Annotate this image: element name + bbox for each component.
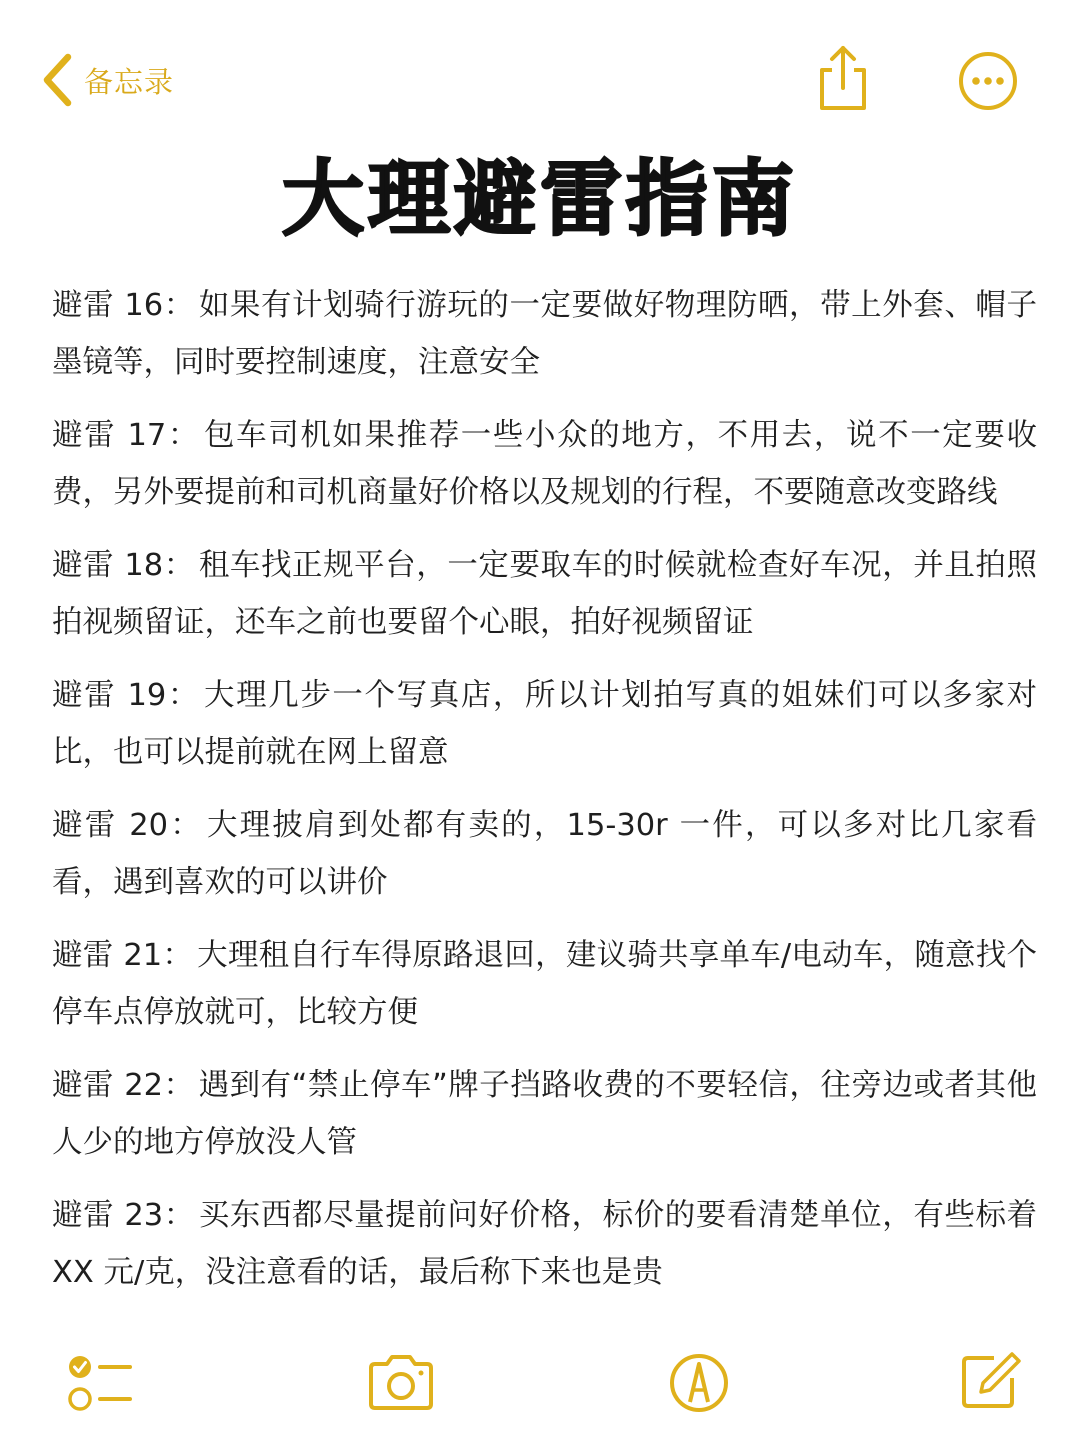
tip-number: 避雷 17：: [52, 418, 201, 453]
tip-item: [52, 407, 1037, 521]
tip-highlight: 大理租自行车得原路退回: [197, 938, 536, 973]
tip-highlight: 租车找正规平台，: [198, 548, 448, 583]
tip-number: 避雷 22：: [52, 1068, 195, 1103]
tip-item: [52, 927, 1037, 1041]
tip-highlight: 遇到有“禁止停车”牌子挡路收费的不要轻信: [198, 1068, 790, 1103]
tip-item: [52, 667, 1037, 781]
tip-item: [52, 277, 1037, 391]
tip-text: 买东西都尽量提前问好价格，: [198, 1198, 603, 1233]
compose-icon: [958, 1350, 1022, 1414]
tip-text: 大理披肩到处都有卖的，15-30r 一件，可以多对比几家看看，: [52, 808, 1038, 900]
tip-highlight: 不要随意改变路线: [753, 475, 998, 510]
tip-text: 包车司机如果推荐一些小众的地方，不用去，说不一定要收费，另外要提前和司机商量好价格以及规划的行程，: [52, 418, 1038, 510]
back-button[interactable]: [40, 50, 174, 110]
checklist-icon: [66, 1350, 136, 1420]
page-title: 大理避雷指南: [281, 152, 798, 247]
tip-item: [52, 1187, 1037, 1301]
tip-number: 避雷 16：: [52, 288, 195, 323]
tip-text: ，往旁边或者其他人少的地方停放没人管: [52, 1068, 1038, 1160]
compose-button[interactable]: [958, 1350, 1022, 1414]
tip-highlight: 要控制速度，注意安全: [235, 345, 540, 380]
bottom-toolbar: [0, 1330, 1080, 1439]
chevron-left-icon: [40, 52, 74, 108]
tip-item: [52, 797, 1037, 911]
back-label: 备忘录: [84, 64, 175, 99]
tip-highlight: 遇到喜欢的可以讲价: [113, 865, 388, 900]
tip-text: 一定要取车的时候就检查好车况，并且拍照拍视频留证，还车之前也要留个心眼，: [52, 548, 1037, 640]
share-icon: [812, 99, 872, 118]
tip-text: 大理几步一个写真店，所以计划拍写真的姐妹们可以多家对比，也可以提前就在网上留意: [52, 678, 1038, 770]
tip-number: 避雷 19：: [52, 678, 201, 713]
tip-text: ，有些标着 XX 元/克，没注意看的话，最后称下来也是贵: [52, 1198, 1038, 1290]
more-button[interactable]: [955, 48, 1021, 114]
markup-button[interactable]: [668, 1350, 730, 1416]
tip-number: 避雷 18：: [52, 548, 195, 583]
checklist-button[interactable]: [66, 1350, 136, 1420]
tip-number: 避雷 23：: [52, 1198, 195, 1233]
tip-number: 避雷 21：: [52, 938, 194, 973]
tip-item: [52, 1057, 1037, 1171]
tips-list: [52, 277, 1037, 1317]
tip-text: ，建议骑共享单车/电动车，随意找个停车点停放就可，比较方便: [52, 938, 1038, 1030]
share-button[interactable]: [812, 44, 872, 114]
camera-icon: [365, 1350, 437, 1414]
camera-button[interactable]: [365, 1350, 437, 1414]
tip-text: 如果有计划骑行游玩的一定要做好物理防晒，带上外套、帽子墨镜等，同时: [52, 288, 1037, 380]
tip-item: [52, 537, 1037, 651]
markup-pen-icon: [668, 1350, 730, 1416]
tip-highlight: 标价的要看清楚单位: [602, 1198, 883, 1233]
tip-highlight: 拍好视频留证: [570, 605, 754, 640]
ellipsis-circle-icon: [955, 99, 1021, 118]
nav-bar: [0, 0, 1080, 150]
tip-number: 避雷 20：: [52, 808, 203, 843]
